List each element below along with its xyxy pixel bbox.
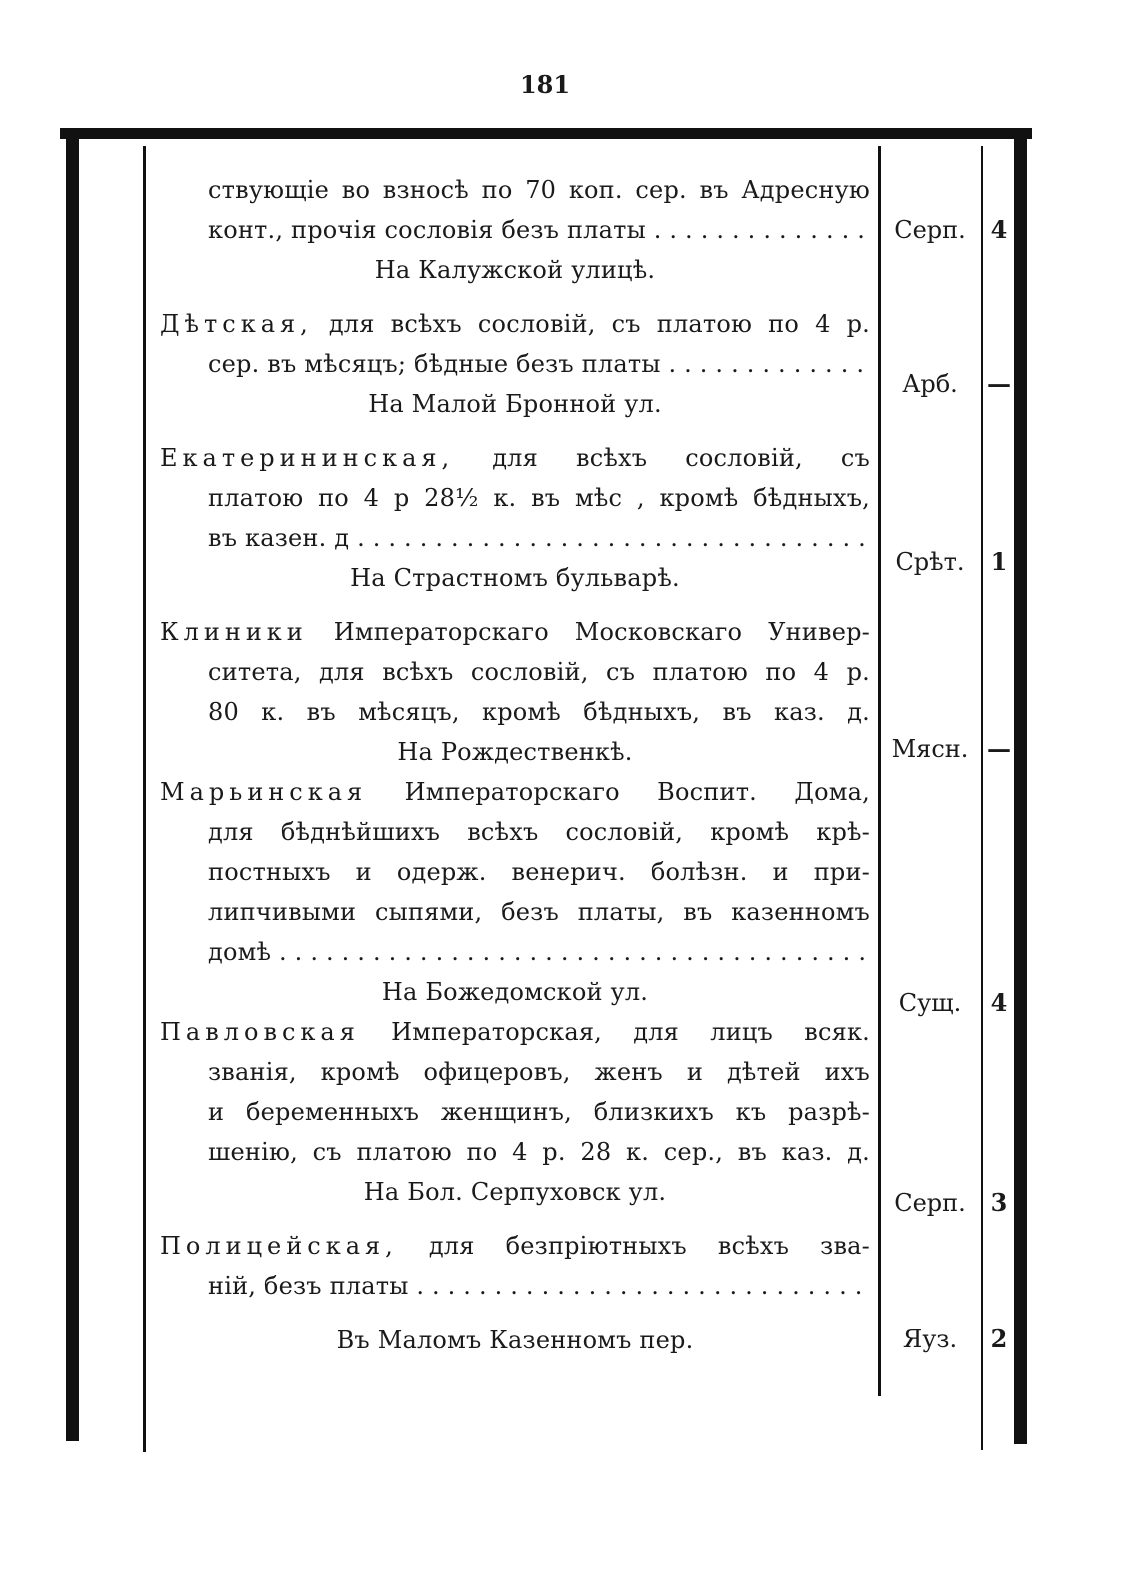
district-number: —	[987, 734, 1011, 763]
district-label: Мясн.	[891, 735, 969, 763]
district-number: 2	[990, 1324, 1008, 1353]
hospital-name: Марьинская	[160, 778, 368, 806]
district-label: Серп.	[894, 216, 966, 244]
district-number: 4	[990, 988, 1008, 1017]
left-column-line	[143, 146, 146, 1452]
street-heading: На Божедомской ул.	[381, 978, 649, 1006]
entry-line: домѣ . . .	[160, 932, 870, 972]
street-heading: Въ Маломъ Казенномъ пер.	[336, 1326, 694, 1354]
district-label: Серп.	[894, 1189, 966, 1217]
district-label: Арб.	[902, 370, 958, 398]
district-label: Сущ.	[898, 989, 962, 1017]
street-heading: На Страстномъ бульварѣ.	[350, 564, 680, 592]
entry-line: ній, безъ платы . . .	[160, 1266, 870, 1306]
hospital-name: Клиники	[160, 618, 308, 646]
hospital-name: Полицейская,	[160, 1232, 398, 1260]
entry-line: Павловская Императорская, для лицъ всяк.	[160, 1018, 870, 1046]
left-border-rule	[66, 136, 79, 1441]
entry-line: Екатерининская, для всѣхъ сословій, съ	[160, 444, 870, 472]
hospital-name: Екатерининская,	[160, 444, 455, 472]
street-heading: На Рождественкѣ.	[397, 738, 633, 766]
entry-line: Полицейская, для безпріютныхъ всѣхъ зва-	[160, 1232, 870, 1260]
hospital-list	[160, 170, 870, 1360]
district-number: 3	[990, 1188, 1008, 1217]
hospital-name: Павловская	[160, 1018, 360, 1046]
entry-line: сер. въ мѣсяцъ; бѣдные безъ платы . . .	[160, 344, 870, 384]
entry-line: для бѣднѣйшихъ всѣхъ сословій, кромѣ крѣ-	[208, 818, 870, 846]
street-heading: На Малой Бронной ул.	[368, 390, 662, 418]
entry-line: въ казен. д . . .	[160, 518, 870, 558]
entry-line: Клиники Императорскаго Московскаго Универ-	[160, 618, 870, 646]
entry-line: званія, кромѣ офицеровъ, женъ и дѣтей ихъ	[208, 1058, 870, 1086]
entry-line: 80 к. въ мѣсяцъ, кромѣ бѣдныхъ, въ каз. д.	[208, 698, 870, 726]
entry-line: липчивыми сыпями, безъ платы, въ казенномъ	[208, 898, 870, 926]
district-label: Яуз.	[902, 1325, 958, 1353]
entry-line: постныхъ и одерж. венерич. болѣзн. и при-	[208, 858, 870, 886]
entry-line: ситета, для всѣхъ сословій, съ платою по 4 р.	[208, 658, 870, 686]
street-heading: На Бол. Серпуховск ул.	[363, 1178, 667, 1206]
entry-line: платою по 4 р 28½ к. въ мѣс , кромѣ бѣдныхъ,	[208, 484, 870, 512]
entry-line: Дѣтская, для всѣхъ сословій, съ платою по 4 р.	[160, 310, 870, 338]
district-label: Срѣт.	[895, 548, 965, 576]
district-number: 1	[990, 547, 1008, 576]
district-number: 4	[990, 215, 1008, 244]
entry-line: Марьинская Императорскаго Воспит. Дома,	[160, 778, 870, 806]
right-border-rule	[1014, 132, 1027, 1444]
entry-line: конт., прочія сословія безъ платы . . .	[160, 210, 870, 250]
district-column-line	[878, 146, 881, 1396]
number-column-line	[981, 146, 983, 1450]
page-number: 181	[519, 70, 571, 99]
street-heading: На Калужской улицѣ.	[374, 256, 656, 284]
hospital-name: Дѣтская,	[160, 310, 313, 338]
entry-line: и беременныхъ женщинъ, близкихъ къ разрѣ-	[208, 1098, 870, 1126]
entry-line: ствующіе во взносѣ по 70 коп. сер. въ Адресную	[208, 176, 870, 204]
top-rule	[60, 128, 1032, 139]
entry-line: шенію, съ платою по 4 р. 28 к. сер., въ каз. д.	[208, 1138, 870, 1166]
district-number: —	[987, 369, 1011, 398]
